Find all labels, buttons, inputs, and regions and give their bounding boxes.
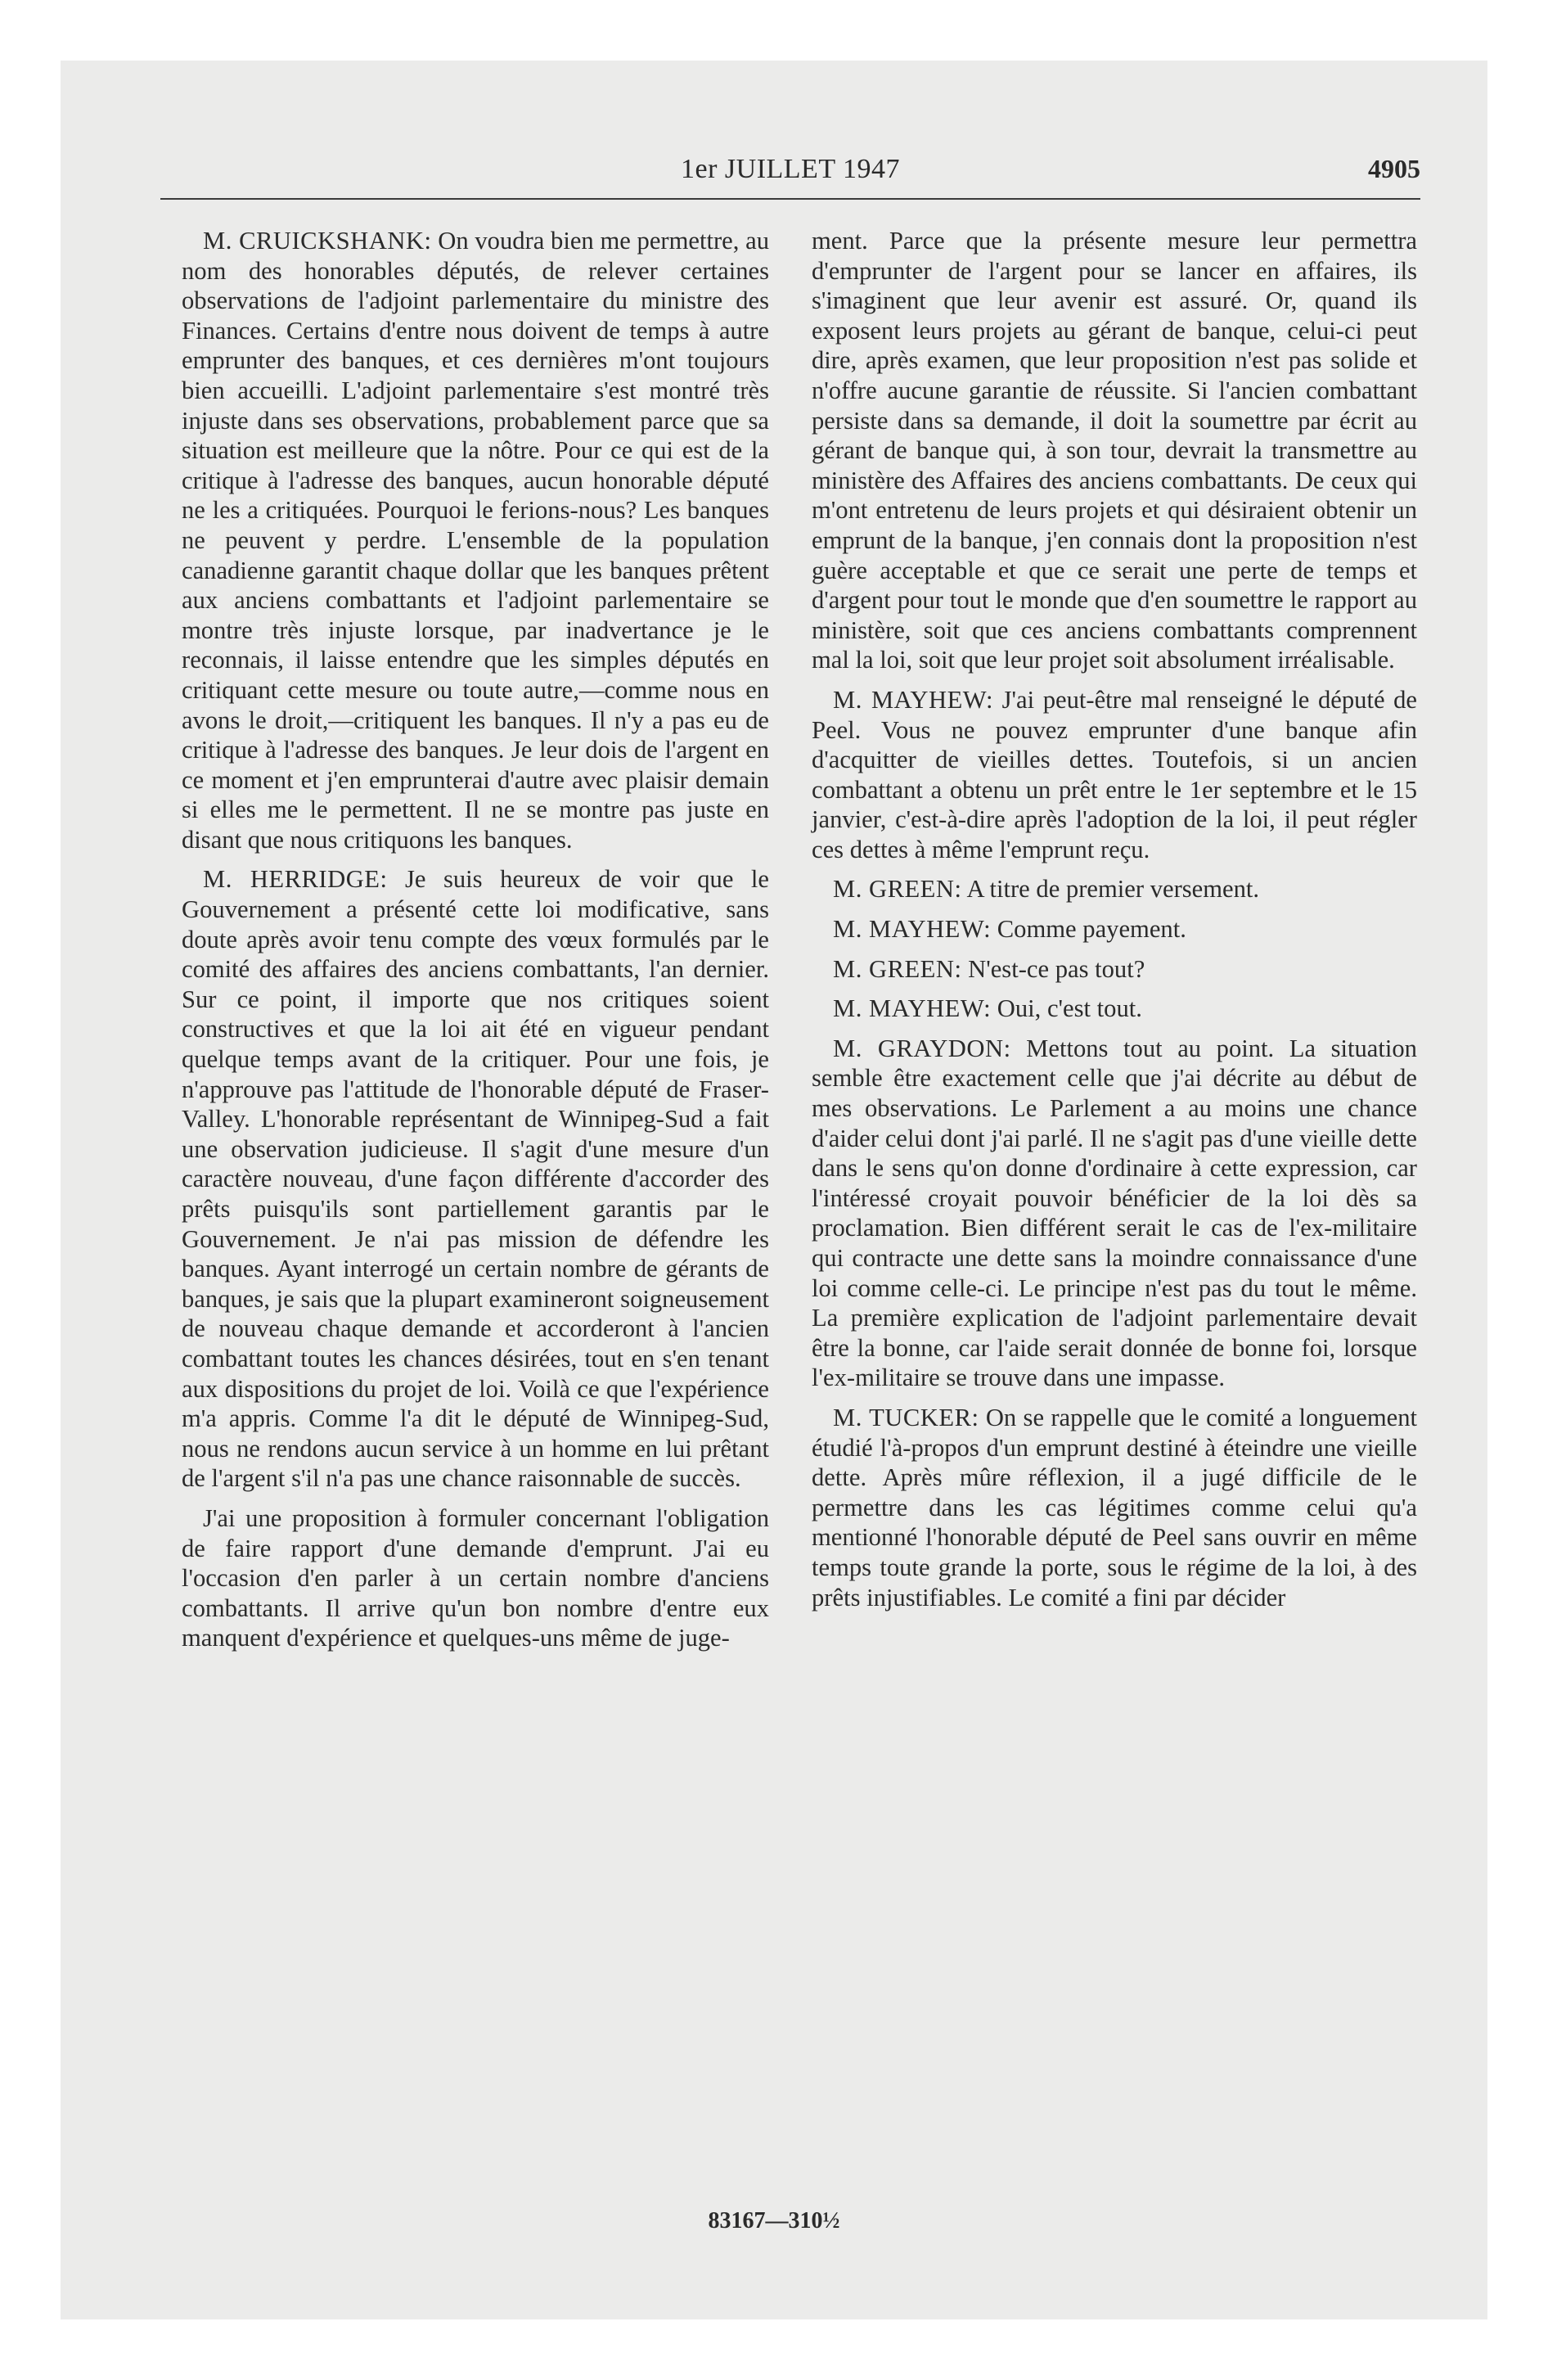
- speech-text: N'est-ce pas tout?: [968, 954, 1145, 983]
- paragraph: [812, 954, 1417, 985]
- speaker-name: M. GRAYDON:: [833, 1034, 1011, 1062]
- paragraph: [812, 226, 1417, 675]
- right-column: [812, 226, 1417, 1622]
- speech-text: J'ai une proposition à formuler concernant l'obligation de faire rapport d'une demande d'emprunt. J'ai eu l'occasion d'en parler à un certain nombre d'anciens combattants. Il arrive qu'un bon nombre d'entre eux manquent d'expérience et quelques-uns même de juge-: [182, 1503, 769, 1652]
- paragraph: [812, 914, 1417, 944]
- speech-text: Je suis heureux de voir que le Gouvernement a présenté cette loi modificative, sans doute après avoir tenu compte des vœux formulés par le comité des affaires des anciens combattants, l'an dernier. Sur ce point, il importe que nos critiques soient constructives et que la loi ait été en vigueur pendant quelque temps avant de la critiquer. Pour une fois, je n'approuve pas l'attitude de l'honorable député de Fraser-Valley. L'honorable représentant de Winnipeg-Sud a fait une observation judicieuse. Il s'agit d'une mesure d'un caractère nouveau, d'une façon différente d'accorder des prêts puisqu'ils sont partiellement garantis par le Gouvernement. Je n'ai pas mission de défendre les banques. Ayant interrogé un certain nombre de gérants de banques, je sais que la plupart examineront soigneusement de nouveau chaque demande et accorderont à l'ancien combattant toutes les chances désirées, tout en s'en tenant aux dispositions du projet de loi. Voilà ce que l'expérience m'a appris. Comme l'a dit le député de Winnipeg-Sud, nous ne rendons aucun service à un homme en lui prêtant de l'argent s'il n'a pas une chance raisonnable de succès.: [182, 865, 769, 1493]
- speech-text: J'ai peut-être mal renseigné le député de Peel. Vous ne pouvez emprunter d'une banque afin d'acquitter de vieilles dettes. Toutefois, si un ancien combattant a obtenu un prêt entre le 1er septembre et le 15 janvier, c'est-à-dire après l'adoption de la loi, il peut régler ces dettes à même l'emprunt reçu.: [812, 685, 1417, 863]
- speech-text: Oui, c'est tout.: [997, 994, 1142, 1023]
- speaker-name: M. GREEN:: [833, 875, 962, 904]
- paragraph: [182, 864, 769, 1493]
- speaker-name: M. MAYHEW:: [833, 915, 992, 944]
- speech-text: On voudra bien me permettre, au nom des honorables députés, de relever certaines observations de l'adjoint parlementaire du ministre des Finances. Certains d'entre nous doivent de temps à autre emprunter des banques, et ces dernières m'ont toujours bien accueilli. L'adjoint parlementaire s'est montré très injuste dans ses observations, probablement parce que sa situation est meilleure que la nôtre. Pour ce qui est de la critique à l'adresse des banques, aucun honorable député ne les a critiquées. Pourquoi le ferions-nous? Les banques ne peuvent y perdre. L'ensemble de la population canadienne garantit chaque dollar que les banques prêtent aux anciens combattants et l'adjoint parlementaire se montre très injuste lorsque, par inadvertance je le reconnais, il laisse entendre que les simples députés en critiquant cette mesure ou toute autre,—comme nous en avons le droit,—critiquent les banques. Il n'y a pas eu de critique à l'adresse des banques. Je leur dois de l'argent en ce moment et j'en emprunterai d'autre avec plaisir demain si elles me le permettent. Il ne se montre pas juste en disant que nous critiquons les banques.: [182, 227, 769, 854]
- paragraph: [812, 1034, 1417, 1393]
- speaker-name: M. TUCKER:: [833, 1403, 979, 1431]
- speaker-name: M. GREEN:: [833, 954, 962, 983]
- header-rule: [160, 198, 1420, 200]
- page-footer-code: 83167—310½: [708, 2208, 840, 2234]
- speaker-name: M. HERRIDGE:: [203, 865, 388, 894]
- paragraph: [812, 1403, 1417, 1612]
- speech-text: Comme payement.: [997, 915, 1186, 944]
- speaker-name: M. CRUICKSHANK:: [203, 227, 432, 255]
- speech-text: On se rappelle que le comité a longuement étudié l'à-propos d'un emprunt destiné à éteindre une vieille dette. Après mûre réflexion, il a jugé difficile de le permettre dans les cas légitimes comme celui qu'a mentionné l'honorable député de Peel sans ouvrir en même temps toute grande la porte, sous le régime de la loi, à des prêts injustifiables. Le comité a fini par décider: [812, 1403, 1417, 1611]
- speech-text: Mettons tout au point. La situation semble être exactement celle que j'ai décrite au début de mes observations. Le Parlement a au moins une chance d'aider celui dont j'ai parlé. Il ne s'agit pas d'une vieille dette dans le sens qu'on donne d'ordinaire à cette expression, car l'intéressé croyait pouvoir bénéficier de la loi dès sa proclamation. Bien différent serait le cas de l'ex-militaire qui contracte une dette sans la moindre connaissance d'une loi comme celle-ci. Le principe n'est pas du tout le même. La première explication de l'adjoint parlementaire devait être la bonne, car l'aide serait donnée de bonne foi, lorsque l'ex-militaire se trouve dans une impasse.: [812, 1034, 1417, 1392]
- paragraph: [182, 226, 769, 854]
- paragraph: [812, 685, 1417, 865]
- speech-text: ment. Parce que la présente mesure leur permettra d'emprunter de l'argent pour se lancer en affaires, ils s'imaginent que leur avenir est assuré. Or, quand ils exposent leurs projets au gérant de banque, celui-ci peut dire, après examen, que leur proposition n'est pas solide et n'offre aucune garantie de réussite. Si l'ancien combattant persiste dans sa demande, il doit la soumettre par écrit au gérant de banque qui, à son tour, devrait la transmettre au ministère des Affaires des anciens combattants. De ceux qui m'ont entretenu de leurs projets et qui désiraient obtenir un emprunt de la banque, j'en connais dont la proposition n'est guère acceptable et que ce serait une perte de temps et d'argent pour tout le monde que d'en soumettre le rapport au ministère, soit que ces anciens combattants comprennent mal la loi, soit que leur projet soit absolument irréalisable.: [812, 227, 1417, 674]
- speech-text: A titre de premier versement.: [966, 875, 1260, 904]
- speaker-name: M. MAYHEW:: [833, 685, 994, 714]
- paragraph: [812, 994, 1417, 1024]
- page-number: 4905: [1368, 154, 1420, 183]
- page-date: 1er JUILLET 1947: [681, 154, 900, 184]
- paragraph: [812, 874, 1417, 904]
- paragraph: [182, 1503, 769, 1653]
- left-column: [182, 226, 769, 1663]
- speaker-name: M. MAYHEW:: [833, 994, 992, 1023]
- page-header: [160, 154, 1420, 196]
